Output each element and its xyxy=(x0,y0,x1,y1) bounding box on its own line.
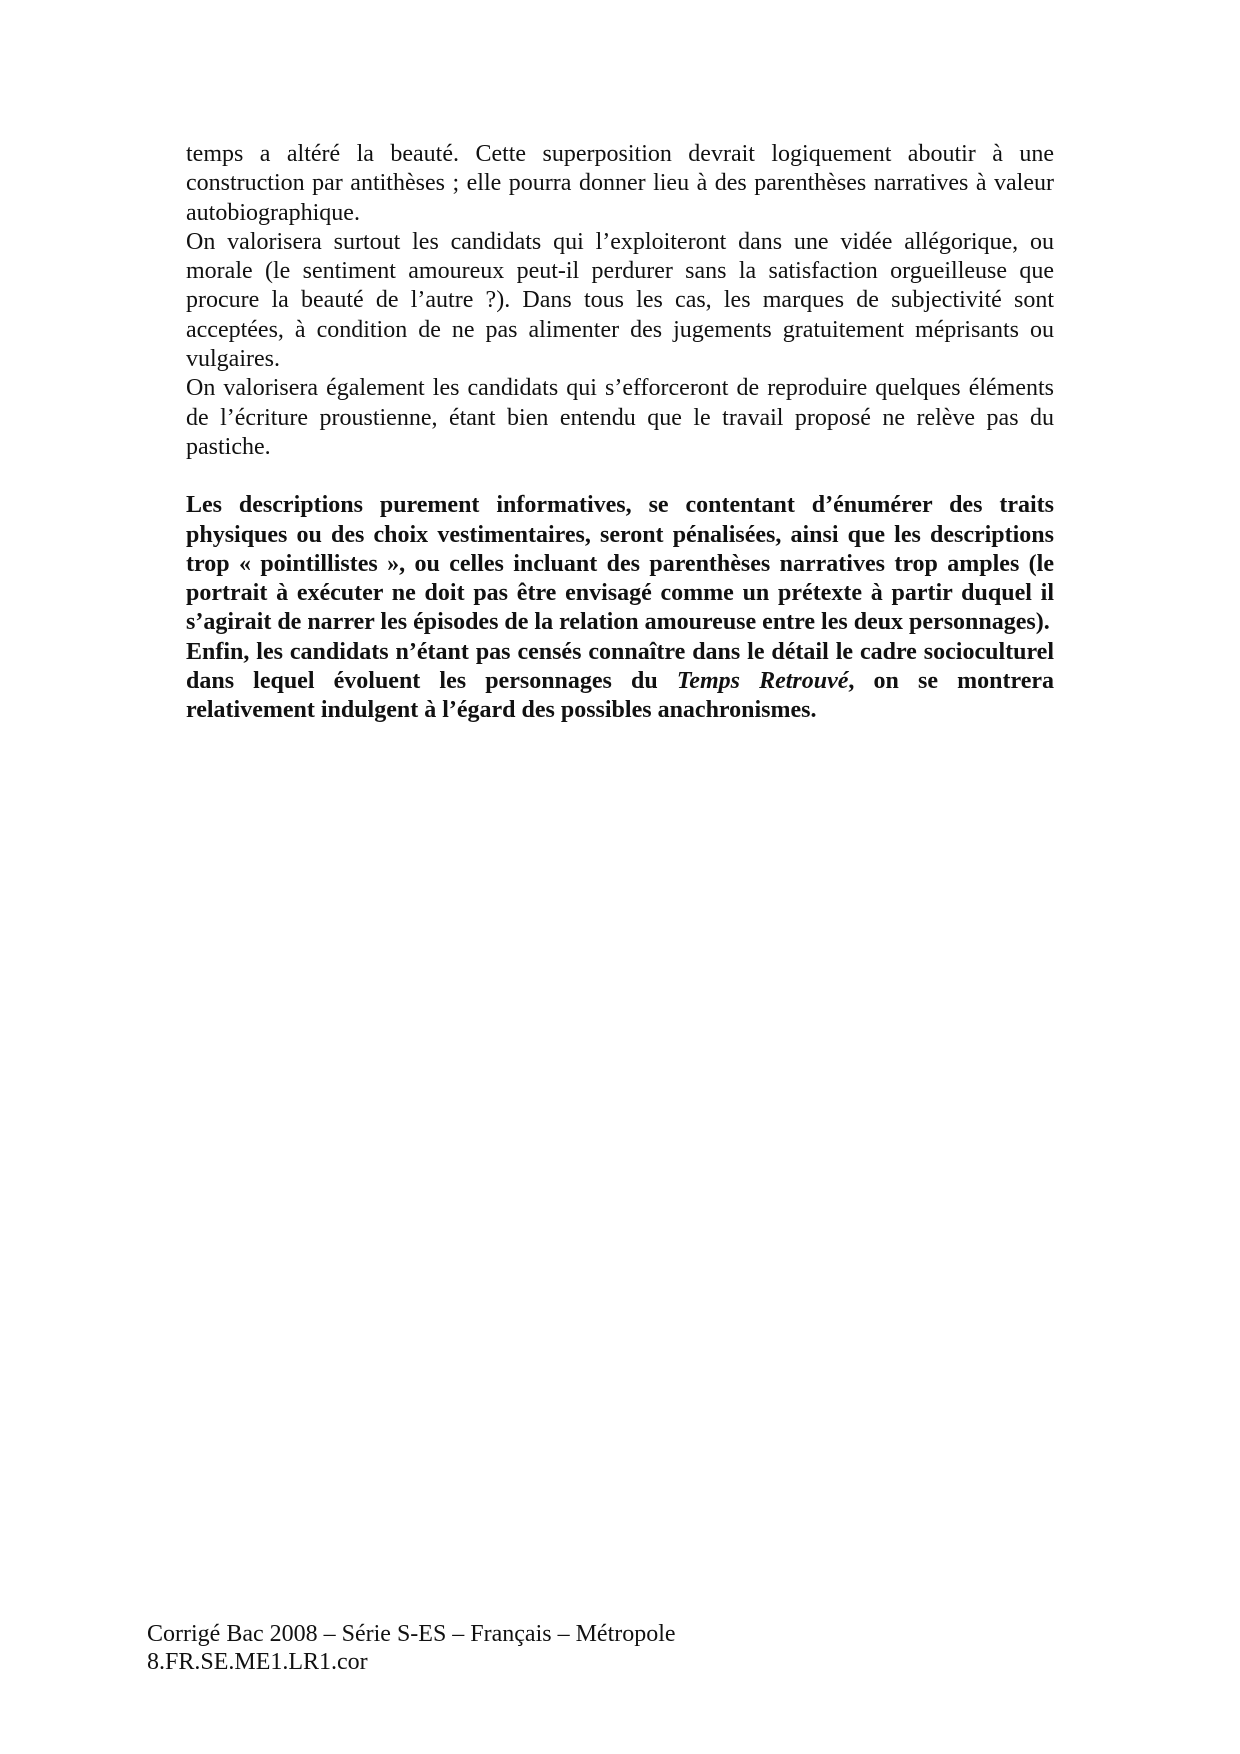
footer-line-1: Corrigé Bac 2008 – Série S-ES – Français – Métropole xyxy=(147,1621,676,1647)
body-text xyxy=(186,140,1054,726)
bold-paragraph-2-start: Enfin, les candidats n’étant pas censés connaître dans le détail le cadre socioculturel dans lequel évoluent les personnages du xyxy=(186,638,1054,695)
bold-paragraph-2 xyxy=(186,638,1054,726)
paragraph-1: temps a altéré la beauté. Cette superposition devrait logiquement aboutir à une construction par antithèses ; elle pourra donner lieu à des parenthèses narratives à valeur autobiographique. xyxy=(186,141,1054,226)
paragraph-spacer xyxy=(186,462,1054,491)
bold-section xyxy=(186,491,1054,725)
paragraph-2: On valorisera surtout les candidats qui l’exploiteront dans une vidée allégorique, ou morale (le sentiment amoureux peut-il perdurer sans la satisfaction orgueilleuse que procure la beauté de l’autre ?). Dans tous les cas, les marques de subjectivité sont acceptées, à condition de ne pas alimenter des jugements gratuitement méprisants ou vulgaires. xyxy=(186,228,1054,373)
paragraph-3: On valorisera également les candidats qui s’efforceront de reproduire quelques éléments de l’écriture proustienne, étant bien entendu que le travail proposé ne relève pas du pastiche. xyxy=(186,375,1054,460)
footer-line-2: 8.FR.SE.ME1.LR1.cor xyxy=(147,1649,368,1675)
bold-paragraph-1: Les descriptions purement informatives, se contentant d’énumérer des traits physiques ou des choix vestimentaires, seront pénalisées, ainsi que les descriptions trop « pointillistes », ou celles incluant des parenthèses narratives trop amples (le portrait à exécuter ne doit pas être envisagé comme un prétexte à partir duquel il s’agirait de narrer les épisodes de la relation amoureuse entre les deux personnages). xyxy=(186,492,1054,636)
bold-paragraph-2-end: , on se montrera relativement indulgent à l’égard des possibles anachronismes. xyxy=(186,668,1055,724)
book-title: Temps Retrouvé xyxy=(676,668,849,695)
page-footer xyxy=(147,1620,676,1676)
